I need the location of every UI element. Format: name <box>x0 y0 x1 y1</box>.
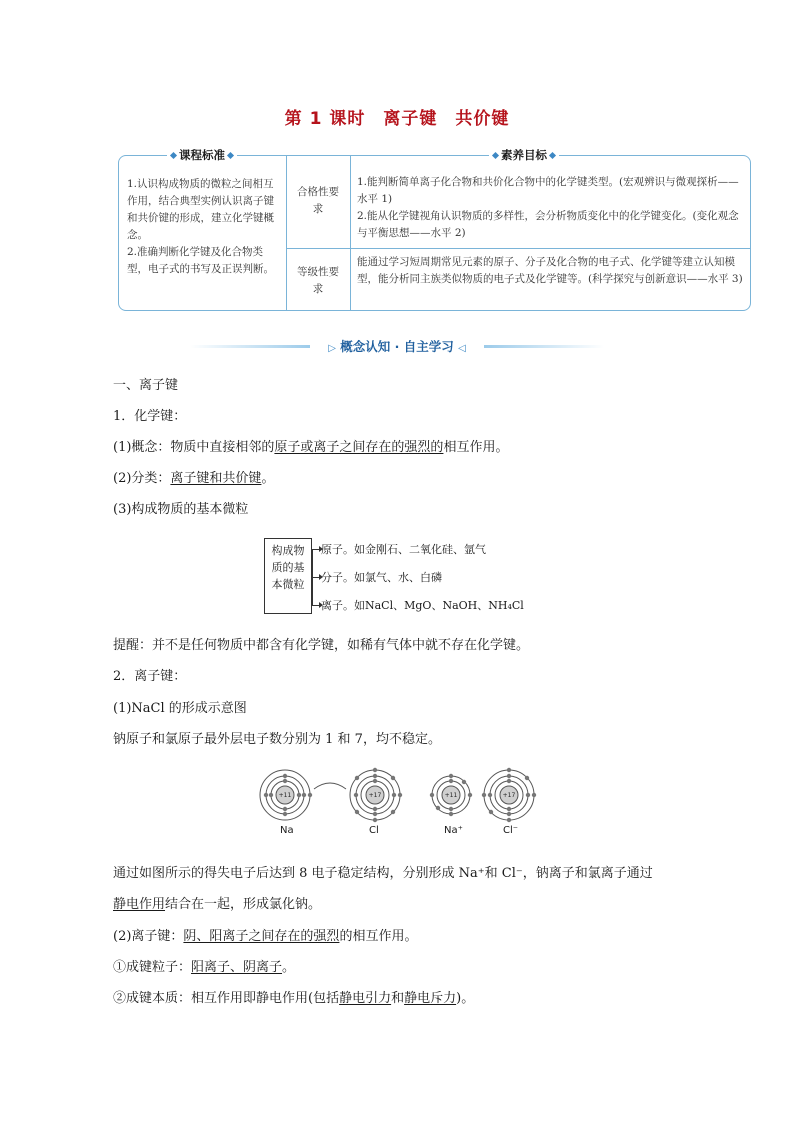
level-basic: 合格性要求 <box>297 186 339 215</box>
bond-particles <box>113 956 295 975</box>
text: (2)离子键： <box>113 929 184 944</box>
standards-header <box>167 147 237 163</box>
level-advanced: 等级性要求 <box>297 266 339 295</box>
atom-label-cl: Cl <box>369 825 379 836</box>
standard-item: 1.认识构成物质的微粒之间相互作用，结合典型实例认识离子键和共价键的形成，建立化学键概念。 <box>127 178 274 241</box>
standards-list <box>127 176 280 278</box>
goals-basic <box>357 174 745 242</box>
divider <box>350 156 351 310</box>
answer-blank: 阳离子、阴离子 <box>191 960 283 975</box>
formation-paragraph-1: 通过如图所示的得失电子后达到 8 电子稳定结构，分别形成 Na⁺和 Cl⁻，钠离子和氯离子通过 <box>113 866 653 881</box>
text: 和 <box>391 991 405 1006</box>
atom-label-cl-ion: Cl⁻ <box>503 825 519 836</box>
heading-ionic-bond-2: 2．离子键： <box>113 669 187 684</box>
text: 。 <box>282 960 296 975</box>
answer-blank: 离子键和共价键 <box>170 471 262 486</box>
goal-item: 1.能判断简单离子化合物和共价化合物中的化学键类型。(宏观辨识与微观探析——水平 1) <box>357 176 739 205</box>
text: (1)概念：物质中直接相邻的 <box>113 440 275 455</box>
formation-paragraph-2 <box>113 893 321 912</box>
particle-molecule: 分子。如氯气、水、白磷 <box>321 571 442 584</box>
arrow-icon <box>312 577 320 578</box>
answer-blank: 静电斥力 <box>404 991 457 1006</box>
goal-item: 2.能从化学键视角认识物质的多样性，会分析物质变化中的化学键变化。(变化观念与平衡思想——水平 2) <box>357 210 739 239</box>
box-text: 本微粒 <box>271 578 305 591</box>
arrow-icon <box>312 605 320 606</box>
nucleus-label: +11 <box>278 792 292 799</box>
answer-blank: 静电引力 <box>339 991 392 1006</box>
atom-label-na: Na <box>280 825 294 836</box>
box-text: 质的基 <box>271 561 305 574</box>
atom-label-na-ion: Na⁺ <box>444 825 463 836</box>
standards-header-label: 课程标准 <box>179 148 225 162</box>
arrow-left-icon: ◁ <box>458 343 466 354</box>
heading-chemical-bond: 1．化学键： <box>113 409 187 424</box>
text: ②成键本质：相互作用即静电作用(包括 <box>113 991 340 1006</box>
classification-line <box>113 467 274 486</box>
text: 的相互作用。 <box>339 929 418 944</box>
text: )。 <box>456 991 475 1006</box>
arrow-right-icon: ▷ <box>328 343 336 354</box>
section-banner-title <box>190 337 604 355</box>
ionic-bond-definition <box>113 925 417 944</box>
diamond-icon <box>170 151 177 158</box>
concept-line <box>113 436 508 455</box>
diamond-icon <box>549 151 556 158</box>
text: 结合在一起，形成氯化钠。 <box>165 897 322 912</box>
text: 。 <box>261 471 275 486</box>
goals-advanced <box>357 254 745 288</box>
lesson-title: 第 1 课时 离子键 共价键 <box>284 109 510 129</box>
nacl-formation-diagram <box>258 765 538 849</box>
particles-heading: (3)构成物质的基本微粒 <box>113 502 249 517</box>
goals-header-label: 素养目标 <box>501 148 547 162</box>
standards-table <box>118 148 751 311</box>
text: (2)分类： <box>113 471 171 486</box>
section-banner-label: 概念认知 · 自主学习 <box>340 339 454 354</box>
divider <box>286 248 750 249</box>
answer-blank: 阴、阳离子之间存在的强烈 <box>183 929 340 944</box>
particles-box <box>264 538 312 614</box>
heading-ionic-bond: 一、离子键 <box>113 378 179 393</box>
reminder: 提醒：并不是任何物质中都含有化学键，如稀有气体中就不存在化学键。 <box>113 638 530 653</box>
particle-ion: 离子。如NaCl、MgO、NaOH、NH₄Cl <box>321 599 524 612</box>
arrow-icon <box>312 549 320 550</box>
box-text: 构成物 <box>271 544 305 557</box>
nucleus-label: +17 <box>502 792 516 799</box>
bond-nature <box>113 987 474 1006</box>
particle-atom: 原子。如金刚石、二氧化硅、氩气 <box>321 543 486 556</box>
text: ①成键粒子： <box>113 960 192 975</box>
section-banner <box>190 337 604 355</box>
answer-blank: 原子或离子之间存在的强烈的 <box>274 440 444 455</box>
nucleus-label: +17 <box>368 792 382 799</box>
answer-blank: 静电作用 <box>113 897 166 912</box>
diamond-icon <box>492 151 499 158</box>
standard-item: 2.准确判断化学键及化合物类型，电子式的书写及正误判断。 <box>127 246 274 275</box>
nucleus-label: +11 <box>444 792 458 799</box>
nacl-description: 钠原子和氯原子最外层电子数分别为 1 和 7，均不稳定。 <box>113 732 441 747</box>
text: 相互作用。 <box>443 440 509 455</box>
divider <box>286 156 287 310</box>
goals-header <box>489 147 559 163</box>
goal-item: 能通过学习短周期常见元素的原子、分子及化合物的电子式、化学键等建立认知模型，能分析同主族类似物质的电子式及化学键等。(科学探究与创新意识——水平 3) <box>357 256 743 285</box>
nacl-heading: (1)NaCl 的形成示意图 <box>113 701 247 716</box>
atom-structure-diagram <box>258 765 538 845</box>
diamond-icon <box>227 151 234 158</box>
